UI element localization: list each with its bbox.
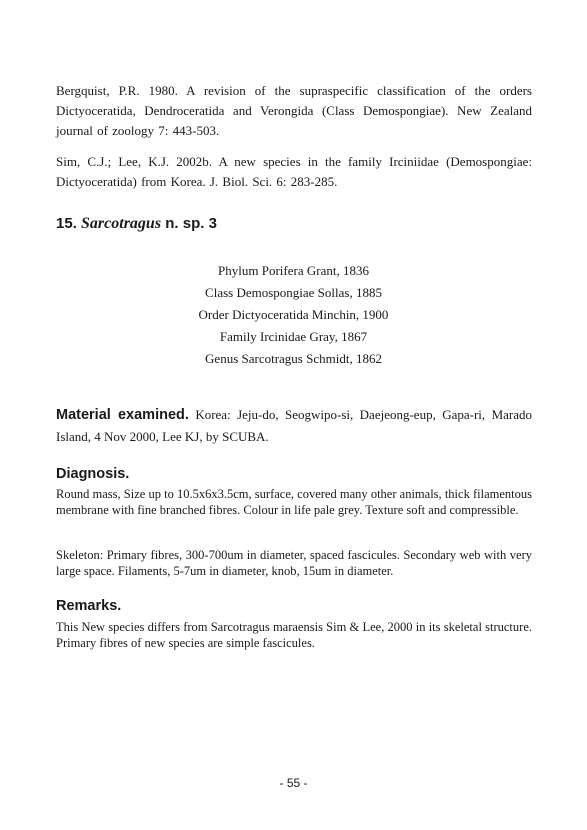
- reference-text: Bergquist, P.R. 1980. A revision of the supraspecific classification of the orders Dictyoceratida, Dendroceratida and Verongida (Class Demospongiae). New Zealand journal of zoology 7: 443-503.: [56, 83, 532, 138]
- reference-sim-lee: [56, 152, 532, 192]
- genus-name: Sarcotragus: [81, 215, 162, 232]
- material-text: Korea: Jeju-do, Seogwipo-si, Daejeong-eup, Gapa-ri, Marado Island, 4 Nov 2000, Lee KJ, by SCUBA.: [56, 407, 532, 444]
- page-number: - 55 -: [279, 776, 308, 790]
- reference-bergquist: [56, 81, 532, 141]
- species-heading: [56, 215, 217, 233]
- taxon-class: Class Demospongiae Sollas, 1885: [205, 285, 382, 300]
- diagnosis-heading: Diagnosis.: [56, 466, 130, 482]
- remarks-paragraph: This New species differs from Sarcotragus maraensis Sim & Lee, 2000 in its skeletal structure. Primary fibres of new species are simple fascicules.: [56, 620, 532, 650]
- skeleton-paragraph: Skeleton: Primary fibres, 300-700um in diameter, spaced fascicules. Secondary web with very large space. Filaments, 5-7um in diameter, knob, 15um in diameter.: [56, 548, 532, 578]
- material-examined: [56, 404, 532, 447]
- remarks-heading: Remarks.: [56, 598, 122, 614]
- diagnosis-paragraph: Round mass, Size up to 10.5x6x3.5cm, surface, covered many other animals, thick filamentous membrane with fine branched fibres. Colour in life pale grey. Texture soft and compressible.: [56, 487, 532, 517]
- material-label: Material examined.: [56, 407, 189, 423]
- section-number: 15.: [56, 215, 77, 232]
- reference-text: Sim, C.J.; Lee, K.J. 2002b. A new species in the family Irciniidae (Demospongiae: Dictyoceratida) from Korea. J. Biol. Sci. 6: 283-285.: [56, 154, 532, 189]
- taxonomy-block: [0, 260, 587, 370]
- taxon-family: Family Ircinidae Gray, 1867: [219, 329, 368, 344]
- taxon-genus: Genus Sarcotragus Schmidt, 1862: [205, 351, 382, 366]
- taxon-order: Order Dictyoceratida Minchin, 1900: [198, 307, 389, 322]
- species-suffix: n. sp. 3: [165, 215, 217, 232]
- taxon-phylum: Phylum Porifera Grant, 1836: [218, 263, 369, 278]
